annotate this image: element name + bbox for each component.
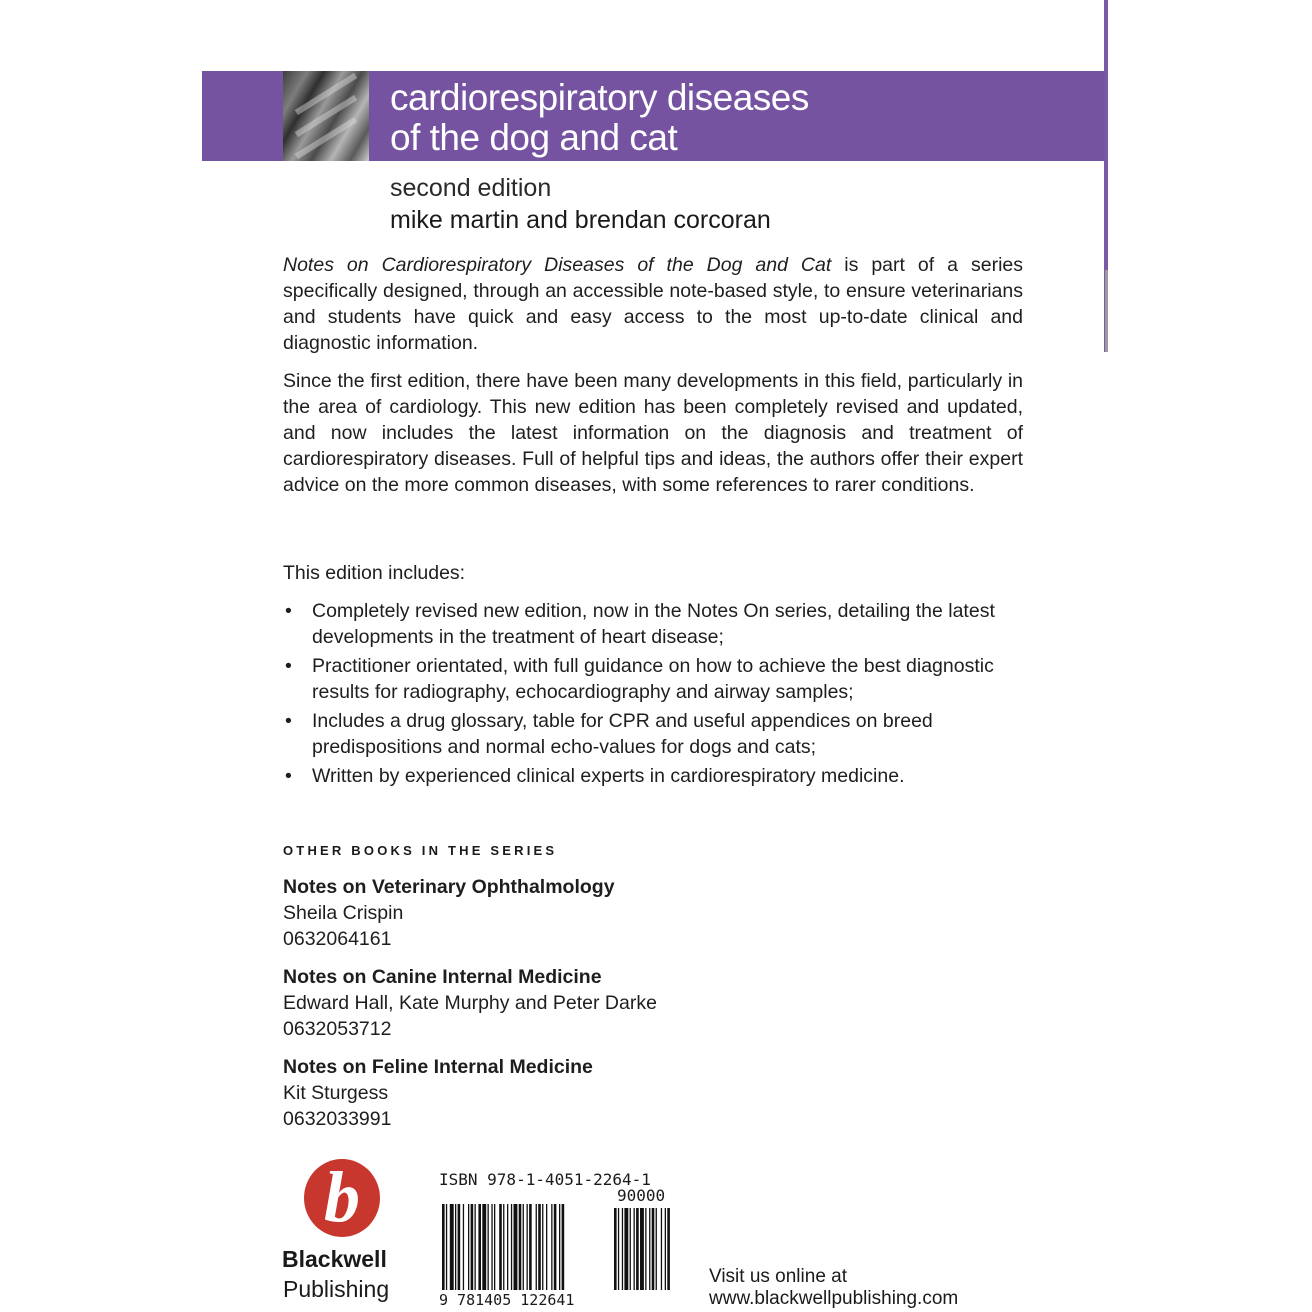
barcode-bar [622, 1208, 623, 1290]
barcode-bar [656, 1208, 657, 1290]
barcode-bar [446, 1204, 447, 1290]
edition-label: second edition [390, 174, 552, 202]
barcode-digits: 9 781405 122641 [439, 1291, 575, 1309]
barcode-bar [640, 1208, 644, 1290]
series-book-author: Sheila Crispin [283, 902, 404, 924]
xray-thumbnail [283, 71, 369, 161]
series-book-isbn: 0632053712 [283, 1018, 392, 1040]
feature-list [283, 598, 1043, 792]
barcode-bar [562, 1204, 565, 1290]
bullet-icon: • [285, 765, 292, 787]
series-heading: OTHER BOOKS IN THE SERIES [283, 843, 558, 858]
series-book-title: Notes on Canine Internal Medicine [283, 966, 602, 988]
barcode-bar [475, 1204, 476, 1290]
title-line-2: of the dog and cat [390, 117, 678, 158]
series-book-author: Kit Sturgess [283, 1082, 389, 1104]
price-code: 90000 [617, 1186, 666, 1205]
feature-item [283, 598, 1043, 650]
barcode-bar [499, 1204, 502, 1290]
spine-shadow [1105, 270, 1108, 352]
barcode-bar [554, 1204, 557, 1290]
barcode-bar [507, 1204, 508, 1290]
barcode-bar [523, 1204, 524, 1290]
series-book-title: Notes on Veterinary Ophthalmology [283, 876, 615, 898]
barcode-bar [503, 1204, 504, 1290]
barcode-bar [514, 1204, 518, 1290]
website-link[interactable]: www.blackwellpublishing.com [709, 1288, 959, 1309]
book-title [390, 78, 809, 158]
barcode-bar [630, 1208, 631, 1290]
publisher-logo [282, 1158, 402, 1308]
barcode-bar [667, 1208, 670, 1290]
barcode-bar [455, 1204, 456, 1290]
visit-label: Visit us online at [709, 1266, 848, 1287]
series-book-isbn: 0632064161 [283, 928, 392, 950]
includes-heading: This edition includes: [283, 562, 466, 584]
barcode-bar [478, 1204, 481, 1290]
barcode-bar [442, 1204, 445, 1290]
series-book [283, 1054, 593, 1132]
series-book [283, 874, 615, 952]
barcode-bar [529, 1204, 532, 1290]
barcode-bar [468, 1204, 469, 1290]
barcode-bar [634, 1208, 635, 1290]
series-book [283, 964, 657, 1042]
barcode-bar [471, 1204, 474, 1290]
barcode-bar [491, 1204, 492, 1290]
barcode-bar [559, 1204, 560, 1290]
barcode-bar [536, 1204, 537, 1290]
feature-text: Completely revised new edition, now in the Notes On series, detailing the latest developments in the treatment of heart disease; [312, 600, 995, 648]
barcode-bar [665, 1208, 666, 1290]
feature-text: Written by experienced clinical experts in cardiorespiratory medicine. [312, 765, 905, 787]
barcode-bar [652, 1208, 655, 1290]
barcode-bar [488, 1204, 489, 1290]
barcode-bar [624, 1208, 628, 1290]
series-book-isbn: 0632033991 [283, 1108, 392, 1130]
isbn-label: ISBN 978-1-4051-2264-1 [439, 1170, 651, 1189]
barcode-bar [661, 1208, 662, 1290]
logo-letter: b [324, 1158, 360, 1237]
description-paragraph: Since the first edition, there have been many developments in this field, particularly in the area of cardiology. This new edition has been completely revised and updated, and now includes the latest information on the diagnosis and treatment of cardiorespiratory diseases. Full of helpful tips and ideas, the authors offer their expert advice on the more common diseases, with some references to rarer conditions. [283, 370, 1023, 496]
website-note [709, 1266, 958, 1310]
barcode-bar [542, 1204, 543, 1290]
barcode-bar [494, 1204, 495, 1290]
title-line-1: cardiorespiratory diseases [390, 77, 809, 118]
barcode-bar [511, 1204, 512, 1290]
intro-text: is part of a series specifically designed, through an accessible note-based style, to ensure veterinarians and students have quick and easy access to the most up-to-date clinical and diagnostic information. [283, 254, 1024, 354]
series-book-title: Notes on Feline Internal Medicine [283, 1056, 593, 1078]
feature-item [283, 653, 1043, 705]
publisher-sub: Publishing [283, 1276, 390, 1302]
barcode-bar [463, 1204, 464, 1290]
barcode [440, 1204, 690, 1294]
intro-paragraph [283, 252, 1023, 356]
barcode-bar [645, 1208, 646, 1290]
barcode-bar [538, 1204, 541, 1290]
bullet-icon: • [285, 655, 292, 677]
barcode-bar [527, 1204, 528, 1290]
barcode-bar [649, 1208, 650, 1290]
barcode-bar [450, 1204, 454, 1290]
feature-item [283, 708, 1043, 760]
publisher-name: Blackwell [282, 1246, 387, 1272]
bullet-icon: • [285, 710, 292, 732]
barcode-bar [519, 1204, 522, 1290]
feature-text: Practitioner orientated, with full guidance on how to achieve the best diagnostic results for radiography, echocardiography and airway samples; [312, 655, 994, 703]
barcode-bar [482, 1204, 486, 1290]
barcode-bar [614, 1208, 617, 1290]
series-book-author: Edward Hall, Kate Murphy and Peter Darke [283, 992, 657, 1014]
intro-series-title: Notes on Cardiorespiratory Diseases of the Dog and Cat [283, 254, 832, 276]
authors-label: mike martin and brendan corcoran [390, 206, 771, 234]
blackwell-logo-icon [302, 1158, 382, 1238]
barcode-bar [551, 1204, 552, 1290]
barcode-bar [618, 1208, 619, 1290]
bullet-icon: • [285, 600, 292, 622]
barcode-bar [458, 1204, 461, 1290]
feature-text: Includes a drug glossary, table for CPR and useful appendices on breed predispositions and normal echo-values for dogs and cats; [312, 710, 933, 758]
barcode-bar [546, 1204, 547, 1290]
feature-item [283, 763, 1043, 789]
barcode-bar [636, 1208, 639, 1290]
